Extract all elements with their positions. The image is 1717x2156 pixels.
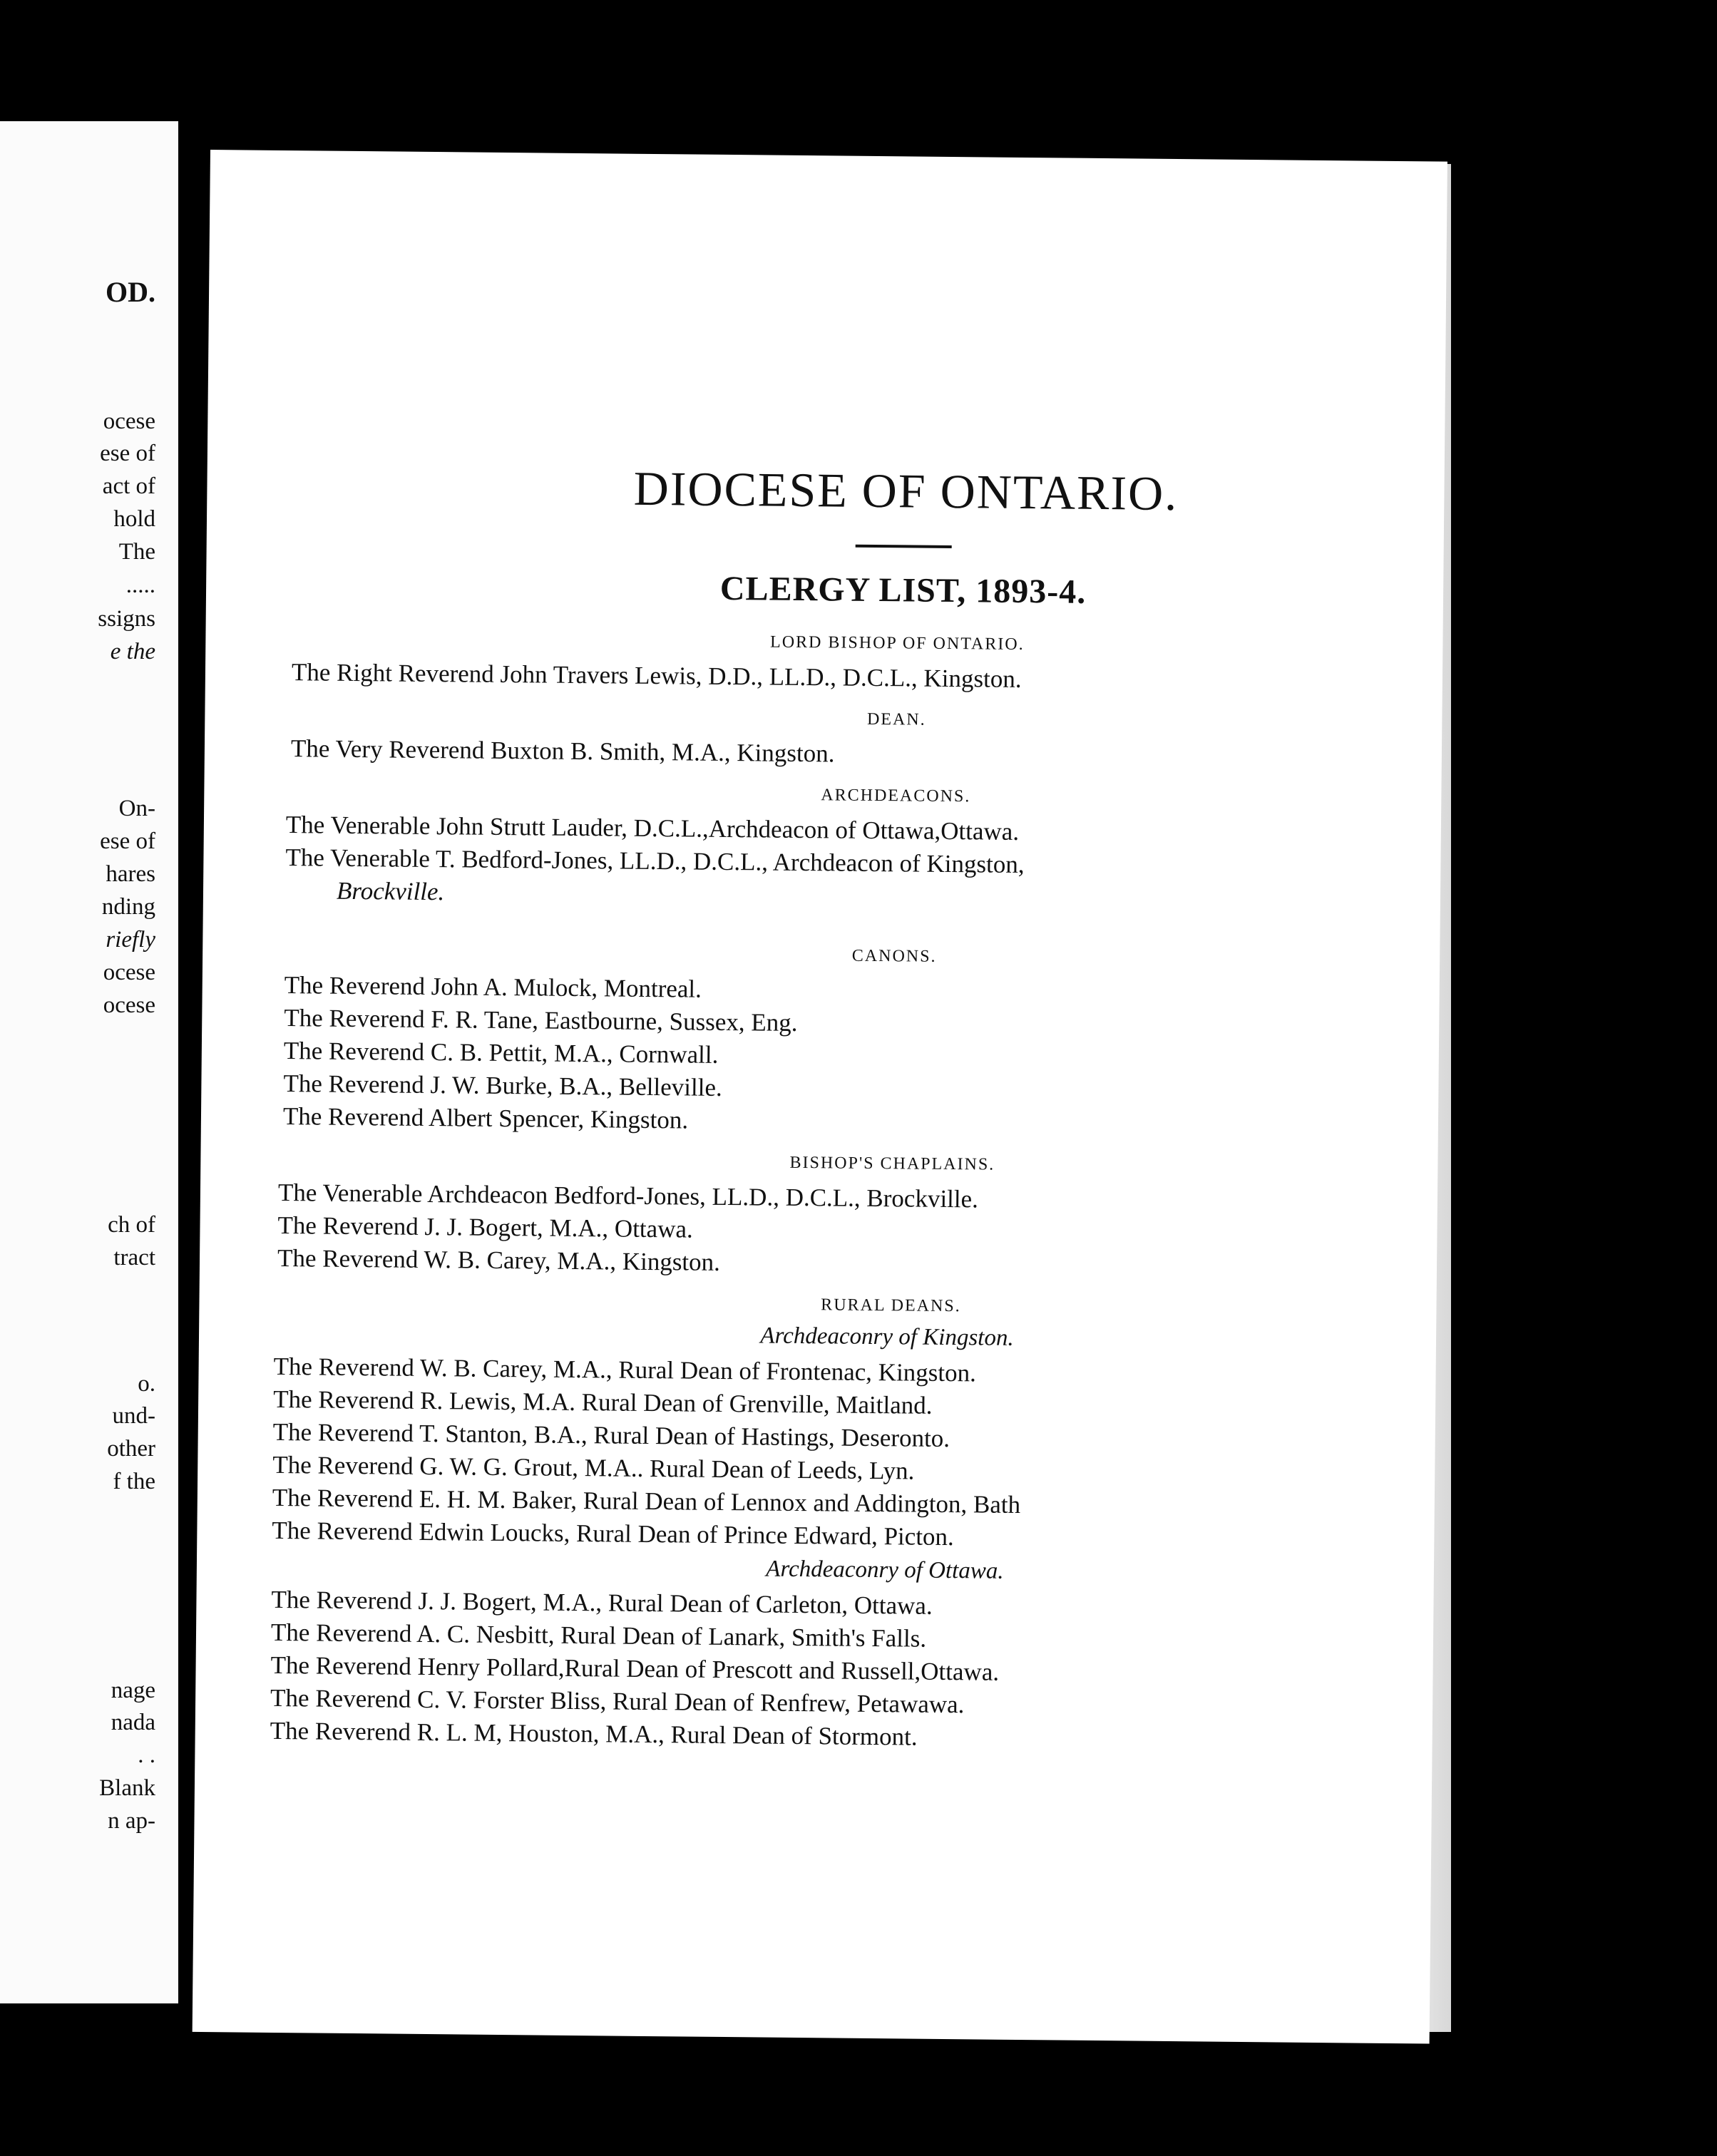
clergy-entry: The Right Reverend John Travers Lewis, D.D., LL.D., D.C.L., Kingston. — [291, 658, 1022, 693]
section-heading: CANONS. — [851, 946, 937, 966]
clergy-entry: The Reverend Edwin Loucks, Rural Dean of Prince Edward, Picton. — [272, 1516, 954, 1551]
section-heading: ARCHDEACONS. — [821, 786, 971, 806]
clergy-entry: The Reverend A. C. Nesbitt, Rural Dean of Lanark, Smith's Falls. — [270, 1618, 927, 1653]
clergy-entry: The Reverend W. B. Carey, M.A., Kingston. — [277, 1243, 721, 1276]
left-page-text-fragment: ..... — [125, 573, 155, 598]
clergy-entry-text: The Venerable T. Bedford-Jones, LL.D., D.C.L., Archdeacon of Kingston, — [285, 843, 1025, 879]
previous-page — [0, 121, 178, 2003]
clergy-entry: The Venerable Archdeacon Bedford-Jones, LL.D., D.C.L., Brockville. — [277, 1178, 979, 1213]
section-rural-deans — [272, 1290, 1415, 1558]
clergy-entry: The Reverend R. L. M, Houston, M.A., Rural Dean of Stormont. — [270, 1716, 918, 1751]
left-page-text-fragment: ese of — [100, 441, 155, 466]
section-bishops-chaplains — [275, 1149, 1417, 1285]
left-page-text-fragment: OD. — [106, 276, 155, 308]
left-page-text-fragment: f the — [113, 1469, 155, 1494]
left-page-text-fragment: hold — [113, 506, 155, 532]
left-page-text-fragment: ocese — [103, 409, 155, 434]
clergy-entry: The Reverend J. J. Bogert, M.A., Ottawa. — [277, 1211, 693, 1243]
section-archdeacons — [278, 781, 1420, 918]
section-heading: LORD BISHOP OF ONTARIO. — [770, 632, 1025, 654]
section-archdeaconry-ottawa — [270, 1551, 1413, 1758]
clergy-entry: The Venerable John Strutt Lauder, D.C.L.,Archdeacon of Ottawa,Ottawa. — [285, 811, 1020, 846]
clergy-entry: The Reverend C. B. Pettit, M.A., Cornwall. — [283, 1037, 719, 1069]
clergy-entry: The Reverend C. V. Forster Bliss, Rural Dean of Renfrew, Petawawa. — [270, 1683, 965, 1719]
left-page-text-fragment: The — [118, 539, 155, 565]
left-page-text-fragment: e the — [110, 639, 155, 664]
left-page-text-fragment: hares — [106, 861, 155, 887]
left-page-text-fragment: act of — [102, 473, 155, 499]
section-canons — [276, 941, 1419, 1144]
page-subtitle: CLERGY LIST, 1893-4. — [719, 569, 1087, 611]
clergy-entry: The Reverend J. J. Bogert, M.A., Rural Dean of Carleton, Ottawa. — [271, 1585, 933, 1620]
left-page-text-fragment: ssigns — [98, 606, 155, 632]
title-rule — [855, 545, 951, 548]
clergy-entry: The Reverend J. W. Burke, B.A., Belleville. — [283, 1069, 722, 1102]
section-lord-bishop — [280, 628, 1422, 699]
archdeaconry-heading: Archdeaconry of Kingston. — [760, 1323, 1014, 1351]
left-page-text-fragment: tract — [113, 1245, 155, 1270]
left-page-text-fragment: Blank — [99, 1775, 155, 1801]
left-page-text-fragment: ese of — [100, 828, 155, 854]
document-page — [193, 150, 1447, 2044]
clergy-entry: The Reverend T. Stanton, B.A., Rural Dean of Hastings, Deseronto. — [272, 1417, 950, 1453]
clergy-entry: The Reverend Albert Spencer, Kingston. — [282, 1102, 689, 1134]
left-page-text-fragment: other — [107, 1436, 155, 1462]
left-page-text-fragment: ocese — [103, 992, 155, 1018]
page-title: DIOCESE OF ONTARIO. — [633, 461, 1179, 521]
clergy-entry — [278, 841, 1420, 918]
left-page-text-fragment: nding — [101, 894, 155, 920]
left-page-text-fragment: On- — [118, 796, 155, 821]
clergy-entry: The Reverend R. Lewis, M.A. Rural Dean of Grenville, Maitland. — [272, 1385, 933, 1420]
left-page-text-fragment: n ap- — [108, 1808, 155, 1834]
left-page-text-fragment: o. — [138, 1371, 155, 1397]
section-dean — [280, 704, 1421, 776]
clergy-entry: The Reverend John A. Mulock, Montreal. — [284, 971, 702, 1003]
left-page-text-fragment: nada — [111, 1710, 155, 1735]
clergy-entry: The Reverend G. W. G. Grout, M.A.. Rural Dean of Leeds, Lyn. — [272, 1450, 915, 1485]
left-page-text-fragment: nage — [111, 1678, 155, 1703]
left-page-text-fragment: ch of — [108, 1212, 155, 1238]
section-heading: DEAN. — [866, 709, 926, 729]
left-page-text-fragment: riefly — [106, 927, 155, 953]
clergy-entry: The Very Reverend Buxton B. Smith, M.A., Kingston. — [290, 734, 835, 768]
clergy-entry-continuation: Brockville. — [336, 876, 445, 906]
left-page-text-fragment: und- — [112, 1403, 155, 1429]
page-content — [270, 457, 1423, 1758]
left-page-text-fragment: . . — [138, 1742, 155, 1768]
section-heading: RURAL DEANS. — [821, 1295, 961, 1316]
archdeaconry-heading: Archdeaconry of Ottawa. — [766, 1556, 1004, 1584]
left-page-text-fragment: ocese — [103, 960, 155, 985]
clergy-entry: The Reverend E. H. M. Baker, Rural Dean of Lennox and Addington, Bath — [272, 1483, 1021, 1519]
clergy-entry: The Reverend Henry Pollard,Rural Dean of Prescott and Russell,Ottawa. — [270, 1651, 1000, 1686]
section-heading: BISHOP'S CHAPLAINS. — [789, 1153, 995, 1174]
clergy-entry: The Reverend F. R. Tane, Eastbourne, Sussex, Eng. — [284, 1004, 798, 1037]
clergy-entry: The Reverend W. B. Carey, M.A., Rural Dean of Frontenac, Kingston. — [273, 1352, 977, 1387]
